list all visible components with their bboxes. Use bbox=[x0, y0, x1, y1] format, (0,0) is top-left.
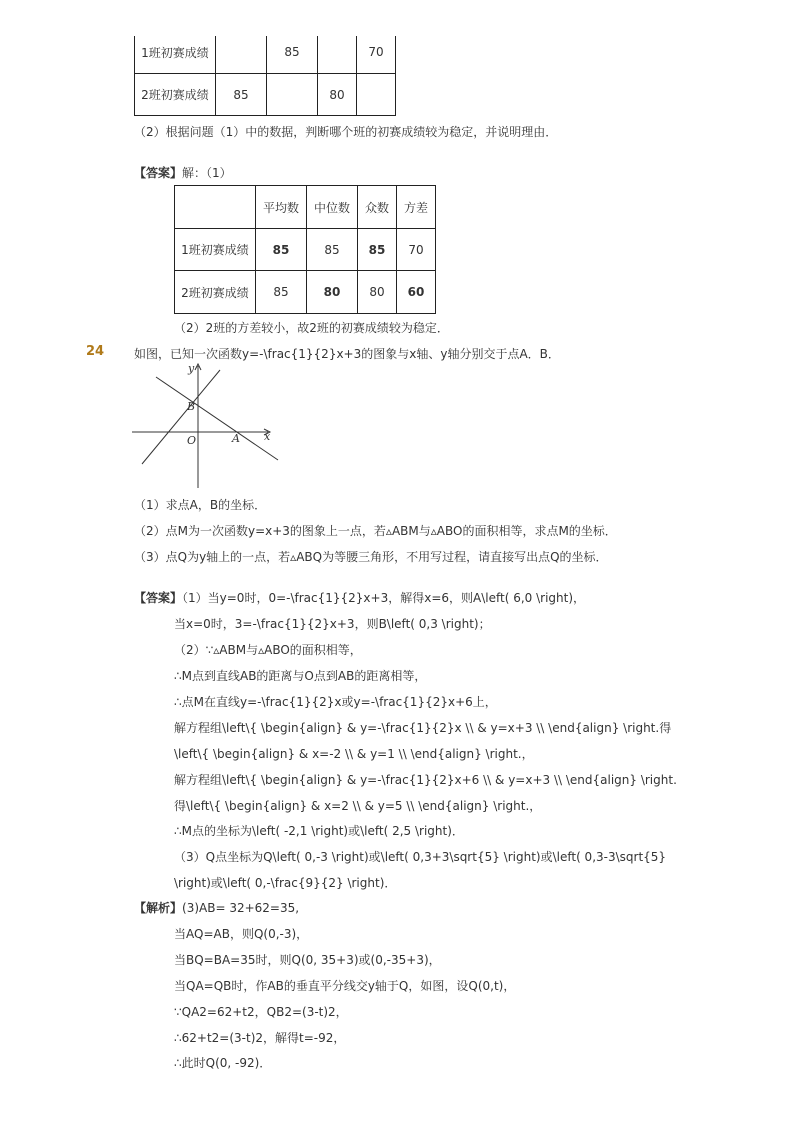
table-cell: 2班初赛成绩 bbox=[135, 74, 216, 116]
question-24-part-3: （3）点Q为y轴上的一点，若▵ABQ为等腰三角形，不用写过程，请直接写出点Q的坐标． bbox=[134, 550, 608, 564]
table-header: 方差 bbox=[397, 186, 436, 229]
question-number: 24 bbox=[86, 344, 105, 359]
crop-mask bbox=[120, 24, 420, 36]
table-header: 平均数 bbox=[256, 186, 307, 229]
analysis-24-line-2: 当AQ=AB，则Q(0,-3)， bbox=[174, 927, 309, 941]
table-cell bbox=[357, 74, 396, 116]
x-label: x bbox=[264, 430, 271, 443]
question-24-part-1: （1）求点A，B的坐标． bbox=[134, 498, 267, 512]
answer-tag: 【答案】 bbox=[134, 591, 183, 605]
analysis-24-line-6: ∴62+t2=(3-t)2，解得t=-92， bbox=[174, 1031, 346, 1045]
function-graph-figure bbox=[128, 360, 288, 490]
table-cell bbox=[216, 31, 267, 74]
table-row bbox=[175, 229, 436, 271]
table-row bbox=[135, 31, 396, 74]
answer-24-line-1 bbox=[134, 589, 585, 606]
table-cell: 85 bbox=[307, 229, 358, 271]
line-y-eq-x-plus-3 bbox=[142, 370, 220, 464]
answer-24-line-6: 解方程组\left\{ \begin{align} & y=-\frac{1}{2}x \\ & y=x+3 \\ \end{align} \right.得 bbox=[174, 721, 672, 735]
answer-24-line-8: 解方程组\left\{ \begin{align} & y=-\frac{1}{2}x+6 \\ & y=x+3 \\ \end{align} \right. bbox=[174, 773, 677, 787]
answer-24-line-5: ∴点M在直线y=-\frac{1}{2}x或y=-\frac{1}{2}x+6上， bbox=[174, 695, 497, 709]
answer-24-line-9: 得\left\{ \begin{align} & x=2 \\ & y=5 \\ \end{align} \right.， bbox=[174, 799, 542, 813]
answer-24-line-12: \right)或\left( 0,-\frac{9}{2} \right)． bbox=[174, 876, 397, 890]
table-cell: 80 bbox=[358, 271, 397, 314]
answer-intro: 解：（1） bbox=[182, 166, 232, 180]
table-cell: 85 bbox=[256, 229, 307, 271]
table-cell: 70 bbox=[357, 31, 396, 74]
table-cell: 85 bbox=[267, 31, 318, 74]
analysis-24-line-1 bbox=[134, 899, 299, 916]
table-row bbox=[135, 74, 396, 116]
question-24-stem: 如图，已知一次函数y=-\frac{1}{2}x+3的图象与x轴、y轴分别交于点A．B． bbox=[134, 347, 560, 361]
answer-24-line-7: \left\{ \begin{align} & x=-2 \\ & y=1 \\ \end{align} \right.， bbox=[174, 747, 534, 761]
table-cell: 80 bbox=[307, 271, 358, 314]
table-row bbox=[175, 186, 436, 229]
answer-text: （1）当y=0时，0=-\frac{1}{2}x+3，解得x=6，则A\left( 6,0 \right)， bbox=[182, 591, 586, 605]
table-header: 中位数 bbox=[307, 186, 358, 229]
answer-23-part-2: （2）2班的方差较小，故2班的初赛成绩较为稳定． bbox=[174, 321, 449, 335]
table-cell: 1班初赛成绩 bbox=[175, 229, 256, 271]
answer-23 bbox=[134, 164, 232, 181]
analysis-24-line-5: ∵QA2=62+t2，QB2=(3-t)2， bbox=[174, 1005, 348, 1019]
table-cell bbox=[318, 31, 357, 74]
table-header: 众数 bbox=[358, 186, 397, 229]
analysis-24-line-7: ∴此时Q(0, -92)． bbox=[174, 1056, 272, 1070]
table-cell: 1班初赛成绩 bbox=[135, 31, 216, 74]
answer-24-line-3: （2）∵▵ABM与▵ABO的面积相等， bbox=[174, 643, 362, 657]
analysis-24-line-3: 当BQ=BA=35时，则Q(0, 35+3)或(0,-35+3)， bbox=[174, 953, 441, 967]
question-24-part-2: （2）点M为一次函数y=x+3的图象上一点，若▵ABM与▵ABO的面积相等，求点M的坐标． bbox=[134, 524, 617, 538]
answer-24-line-10: ∴M点的坐标为\left( -2,1 \right)或\left( 2,5 \right)． bbox=[174, 824, 464, 838]
point-a-label: A bbox=[232, 432, 240, 445]
table-cell: 85 bbox=[256, 271, 307, 314]
table-cell bbox=[267, 74, 318, 116]
answer-24-line-2: 当x=0时，3=-\frac{1}{2}x+3，则B\left( 0,3 \right)； bbox=[174, 617, 491, 631]
table-cell: 85 bbox=[358, 229, 397, 271]
answer-24-line-11: （3）Q点坐标为Q\left( 0,-3 \right)或\left( 0,3+3\sqrt{5} \right)或\left( 0,3-3\sqrt{5} bbox=[174, 850, 667, 864]
table-cell: 2班初赛成绩 bbox=[175, 271, 256, 314]
line-ab bbox=[156, 377, 278, 460]
score-table-1 bbox=[134, 30, 396, 116]
answer-24-line-4: ∴M点到直线AB的距离与O点到AB的距离相等， bbox=[174, 669, 427, 683]
analysis-24-line-4: 当QA=QB时，作AB的垂直平分线交y轴于Q，如图，设Q(0,t)， bbox=[174, 979, 516, 993]
point-b-label: B bbox=[187, 400, 196, 413]
table-cell: 60 bbox=[397, 271, 436, 314]
analysis-tag: 【解析】 bbox=[134, 901, 183, 915]
table-cell: 85 bbox=[216, 74, 267, 116]
origin-label: O bbox=[187, 434, 197, 447]
table-cell: 80 bbox=[318, 74, 357, 116]
analysis-text: (3)AB= 32+62=35, bbox=[182, 901, 300, 915]
table-cell bbox=[175, 186, 256, 229]
y-label: y bbox=[188, 362, 195, 375]
question-23-part-2: （2）根据问题（1）中的数据，判断哪个班的初赛成绩较为稳定，并说明理由． bbox=[134, 125, 558, 139]
answer-tag: 【答案】 bbox=[134, 166, 183, 180]
answer-table bbox=[174, 185, 436, 314]
table-cell: 70 bbox=[397, 229, 436, 271]
table-row bbox=[175, 271, 436, 314]
